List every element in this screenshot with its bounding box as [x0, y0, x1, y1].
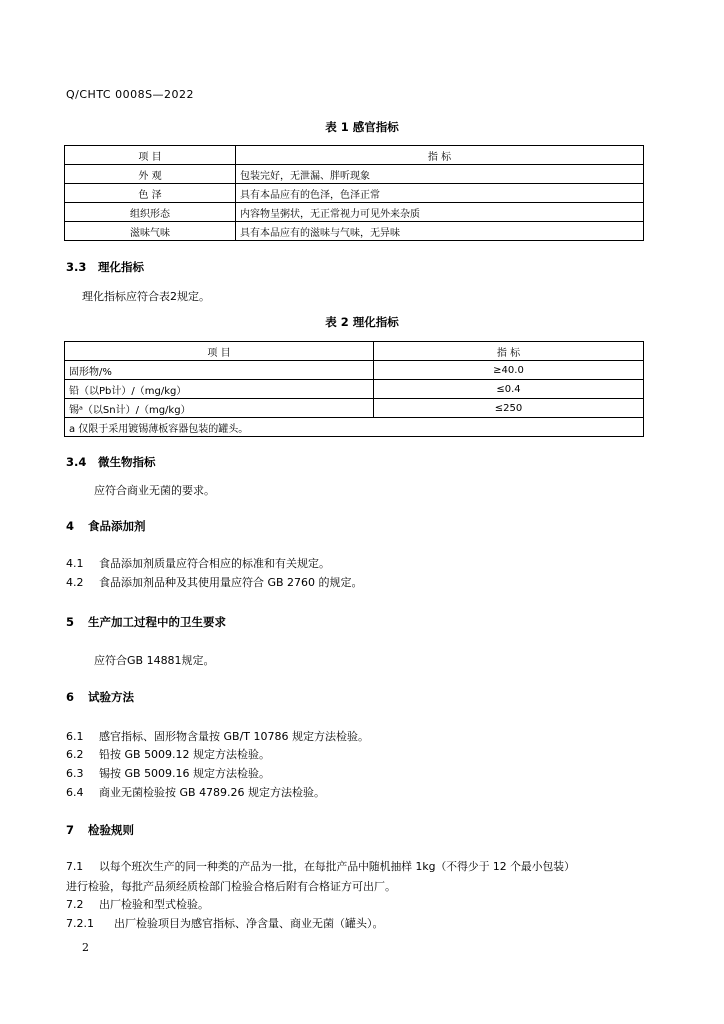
section-3-4-heading	[66, 454, 156, 470]
clause-6-1	[66, 728, 369, 744]
table-footnote: a 仅限于采用镀锡薄板容器包装的罐头。	[65, 418, 644, 437]
section-title: 微生物指标	[98, 455, 156, 469]
clause-7-2	[66, 896, 209, 912]
table-cell: 外 观	[65, 165, 236, 184]
table-cell: ≤0.4	[374, 380, 644, 399]
table-header-cell: 指 标	[374, 342, 644, 361]
section-number: 6	[66, 690, 75, 704]
clause-4-2	[66, 574, 363, 590]
section-number: 3.3	[66, 260, 87, 274]
section-title: 理化指标	[98, 260, 144, 274]
clause-6-3	[66, 765, 270, 781]
table-row	[65, 203, 644, 222]
clause-6-2	[66, 746, 270, 762]
page-number: 2	[82, 941, 89, 954]
clause-text: 感官指标、固形物含量按 GB/T 10786 规定方法检验。	[99, 730, 369, 743]
clause-text: 食品添加剂品种及其使用量应符合 GB 2760 的规定。	[99, 576, 363, 589]
table-row	[65, 165, 644, 184]
section-3-3-body: 理化指标应符合表2规定。	[82, 290, 210, 303]
table1-caption: 表 1 感官指标	[325, 120, 399, 134]
clause-6-4	[66, 784, 325, 800]
table-header-cell: 项 目	[65, 146, 236, 165]
section-title: 食品添加剂	[88, 519, 146, 533]
clause-text: 出厂检验项目为感官指标、净含量、商业无菌（罐头）。	[114, 917, 384, 930]
table-row	[65, 184, 644, 203]
clause-number: 4.2	[66, 576, 84, 589]
clause-number: 6.4	[66, 786, 84, 799]
table-cell: ≥40.0	[374, 361, 644, 380]
table-row	[65, 361, 644, 380]
table-cell: 锡ᵃ（以Sn计）/（mg/kg）	[65, 399, 374, 418]
table2-caption: 表 2 理化指标	[325, 315, 399, 329]
section-5-heading	[66, 614, 226, 630]
section-3-3-heading	[66, 259, 144, 275]
table-cell: 固形物/%	[65, 361, 374, 380]
table-row	[65, 222, 644, 241]
section-title: 试验方法	[88, 690, 134, 704]
table-header-row	[65, 342, 644, 361]
table-cell: 铅（以Pb计）/（mg/kg）	[65, 380, 374, 399]
clause-number: 6.2	[66, 748, 84, 761]
clause-7-1-line2: 进行检验，每批产品须经质检部门检验合格后附有合格证方可出厂。	[66, 880, 396, 893]
section-title: 生产加工过程中的卫生要求	[88, 615, 226, 629]
section-number: 4	[66, 519, 75, 533]
table-footnote-row	[65, 418, 644, 437]
table-cell: 内容物呈粥状，无正常视力可见外来杂质	[236, 203, 644, 222]
clause-text: 锡按 GB 5009.16 规定方法检验。	[99, 767, 271, 780]
table-cell: 色 泽	[65, 184, 236, 203]
section-7-heading	[66, 822, 134, 838]
section-5-body: 应符合GB 14881规定。	[94, 654, 215, 667]
table-cell: ≤250	[374, 399, 644, 418]
table-cell: 包装完好，无泄漏、胖听现象	[236, 165, 644, 184]
table-header-cell: 指 标	[236, 146, 644, 165]
section-6-heading	[66, 689, 134, 705]
section-title: 检验规则	[88, 823, 134, 837]
table-header-row	[65, 146, 644, 165]
clause-number: 4.1	[66, 557, 84, 570]
clause-number: 7.2	[66, 898, 84, 911]
section-number: 3.4	[66, 455, 87, 469]
section-number: 7	[66, 823, 75, 837]
table2	[64, 341, 644, 437]
clause-number: 6.1	[66, 730, 84, 743]
clause-7-2-1	[66, 915, 384, 931]
section-3-4-body: 应符合商业无菌的要求。	[94, 484, 215, 497]
table1	[64, 145, 644, 241]
clause-4-1	[66, 555, 330, 571]
table-cell: 组织形态	[65, 203, 236, 222]
table-header-cell: 项 目	[65, 342, 374, 361]
table-cell: 具有本品应有的色泽，色泽正常	[236, 184, 644, 203]
table-cell: 具有本品应有的滋味与气味，无异味	[236, 222, 644, 241]
table-row	[65, 380, 644, 399]
table-cell: 滋味气味	[65, 222, 236, 241]
clause-number: 7.1	[66, 860, 84, 873]
clause-text: 食品添加剂质量应符合相应的标准和有关规定。	[99, 557, 330, 570]
section-4-heading	[66, 518, 146, 534]
clause-7-1-line1	[66, 859, 575, 874]
clause-text: 出厂检验和型式检验。	[99, 898, 209, 911]
clause-text: 商业无菌检验按 GB 4789.26 规定方法检验。	[99, 786, 326, 799]
clause-text: 铅按 GB 5009.12 规定方法检验。	[99, 748, 271, 761]
section-number: 5	[66, 615, 75, 629]
clause-text: 以每个班次生产的同一种类的产品为一批，在每批产品中随机抽样 1kg（不得少于 12 个最小包装）	[99, 860, 575, 873]
standard-code: Q/CHTC 0008S—2022	[66, 88, 195, 101]
clause-number: 7.2.1	[66, 917, 94, 930]
clause-number: 6.3	[66, 767, 84, 780]
table-row	[65, 399, 644, 418]
